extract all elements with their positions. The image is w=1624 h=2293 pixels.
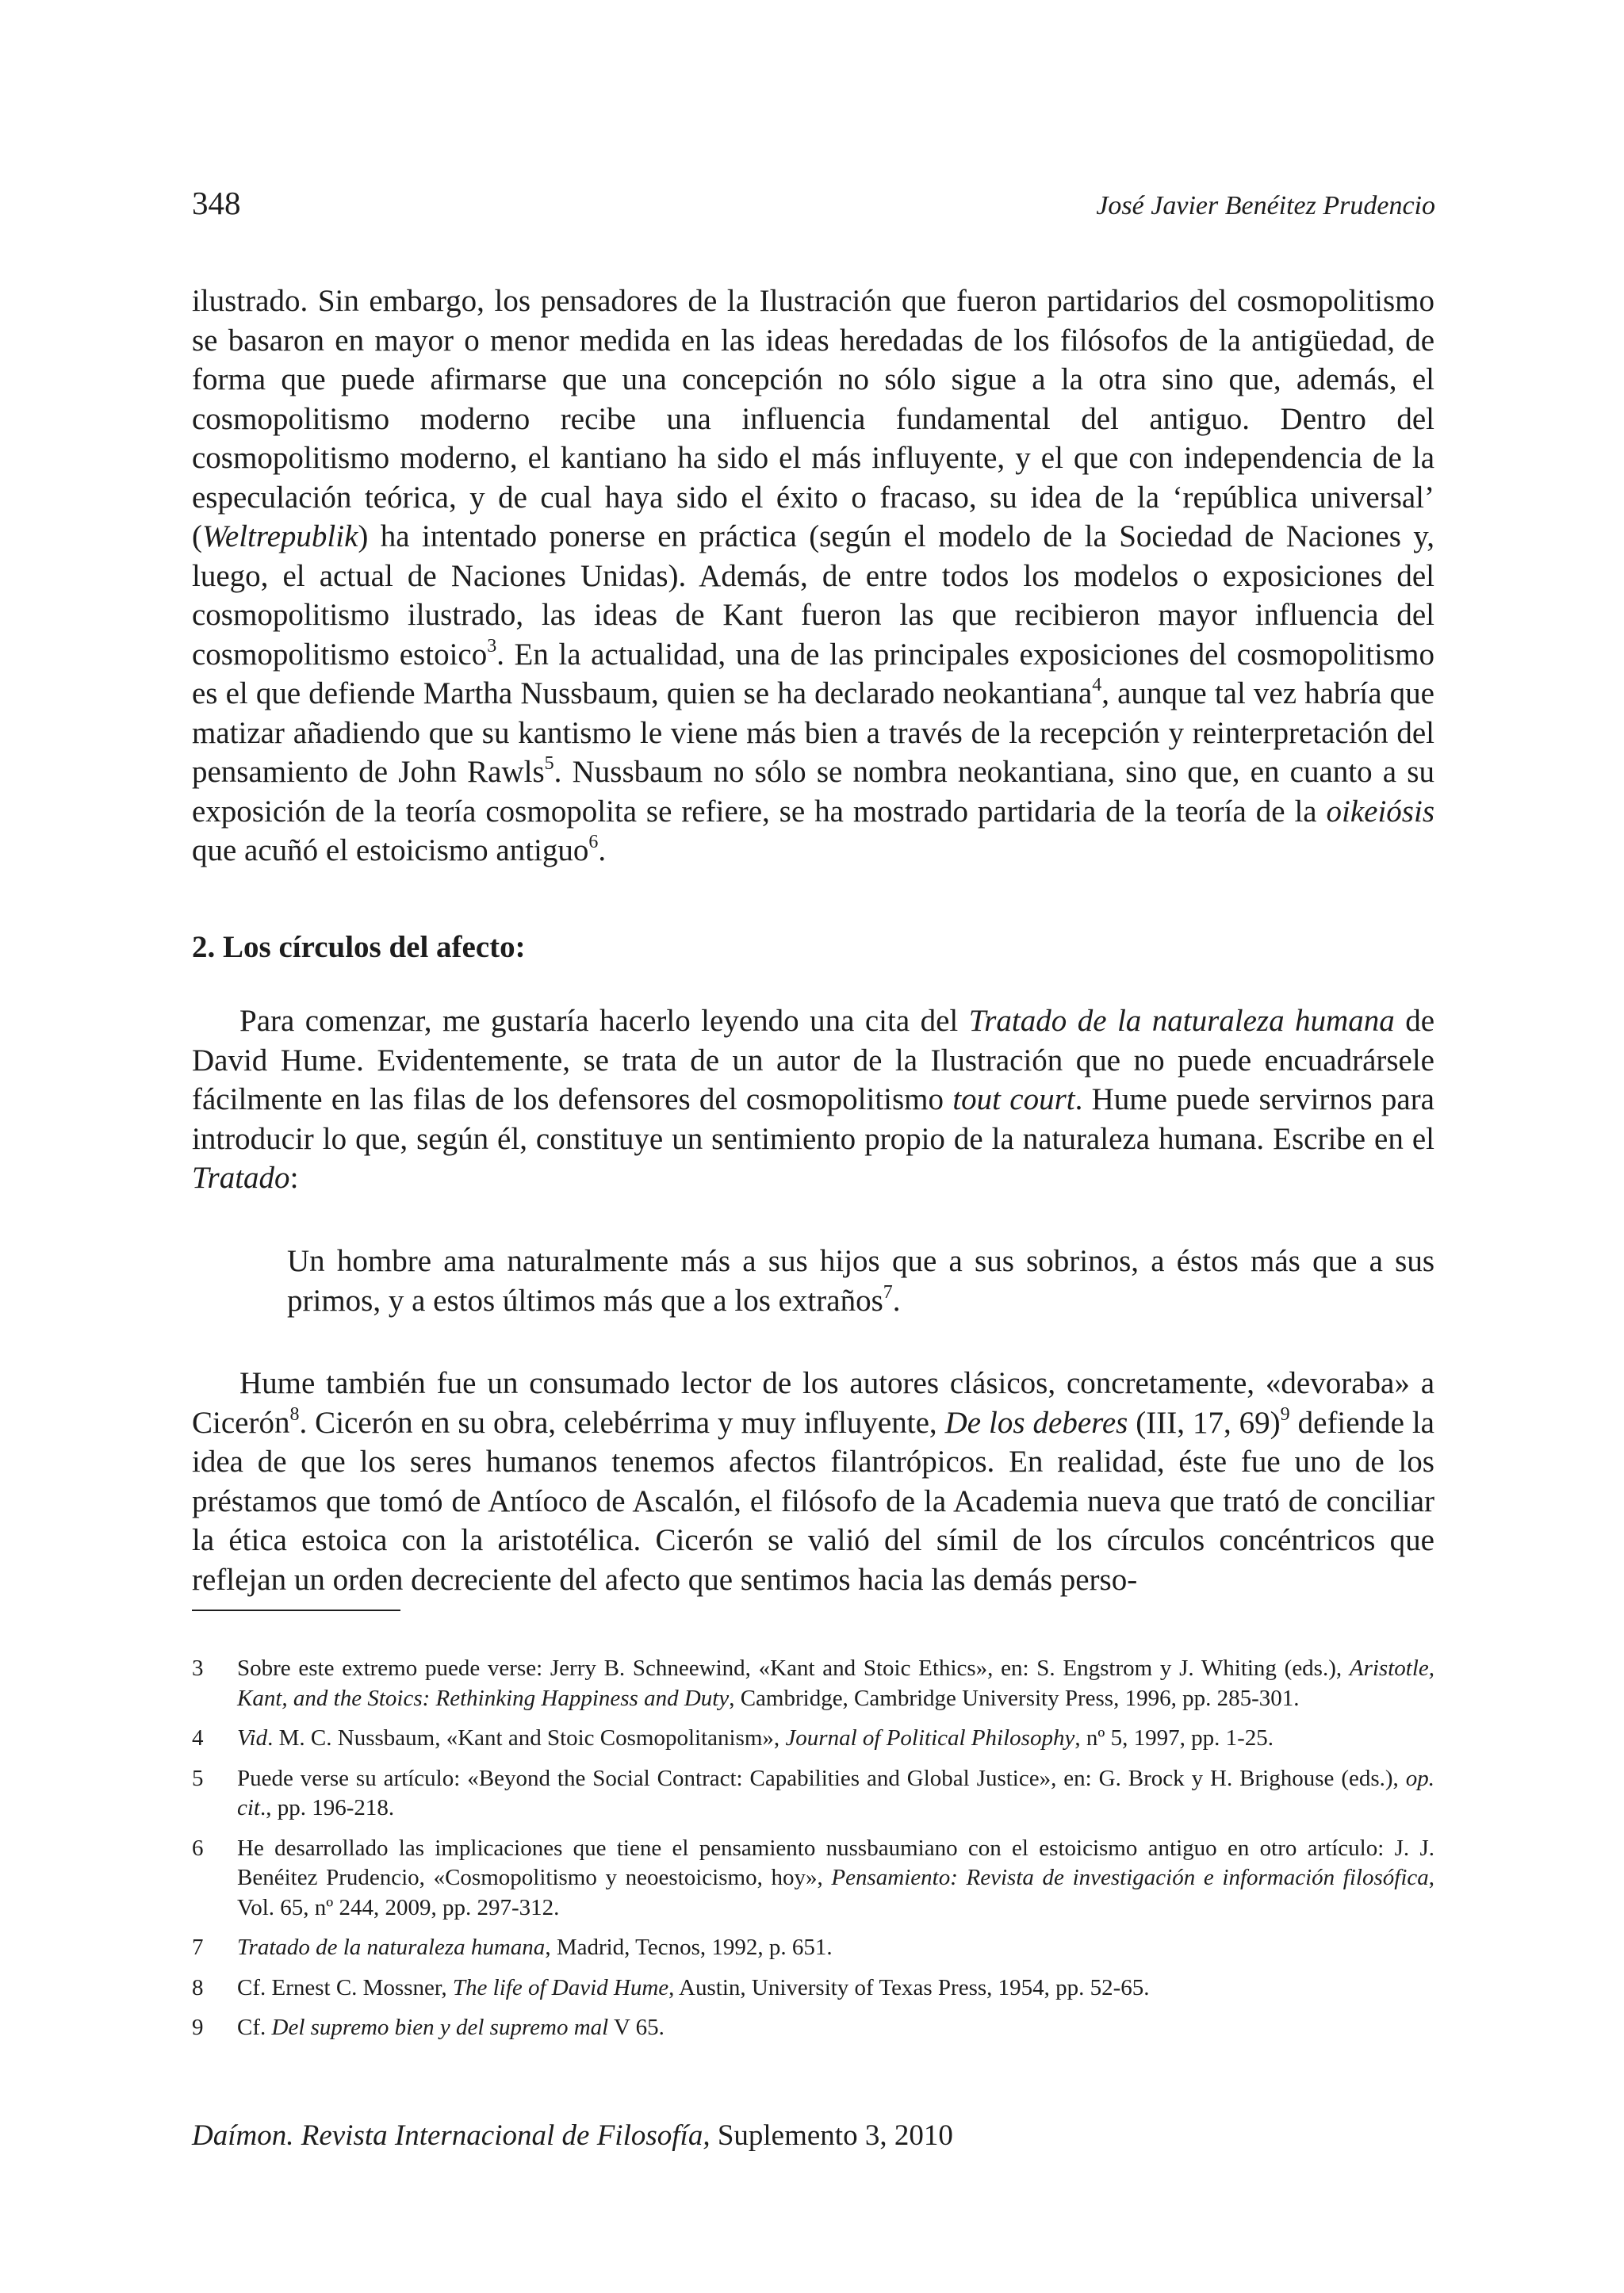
running-head-author: José Javier Benéitez Prudencio bbox=[1096, 191, 1435, 220]
footnote-9 bbox=[192, 2013, 1434, 2043]
body-paragraph-3 bbox=[192, 1364, 1434, 1599]
footnote-8 bbox=[192, 1973, 1434, 2004]
body-paragraph-2 bbox=[192, 1001, 1434, 1198]
footnote-number: 3 bbox=[192, 1656, 204, 1681]
footnote-ref-7[interactable]: 7 bbox=[883, 1281, 893, 1303]
page-header bbox=[192, 184, 1435, 232]
page-footer bbox=[192, 2119, 953, 2153]
footnote-number: 5 bbox=[192, 1765, 204, 1791]
paragraph-text: ilustrado. Sin embargo, los pensadores de la Ilustración que fueron partidarios del cosmopolitismo se basaron en mayor o menor medida en las ideas heredadas de los filósofos de la antigüedad, de forma que puede afirmarse que una concepción no sólo sigue a la otra sino que, además, el cosmopolitismo moderno recibe una influencia fundamental del antiguo. Dentro del cosmopolitismo moderno, el kantiano ha sido el más influyente, y el que con independencia de la especulación teórica, y de cual haya sido el éxito o fracaso, su idea de la ‘república universal’ (Weltrepublik) ha intentado ponerse en práctica (según el modelo de la Sociedad de Naciones y, luego, el actual de Naciones Unidas). Además, de entre todos los modelos o exposiciones del cosmopolitismo ilustrado, las ideas de Kant fueron las que recibieron mayor influencia del cosmopolitismo estoico$^3$. En la actualidad, una de las principales exposiciones del cosmopolitismo es el que defiende Martha Nussbaum, quien se ha declarado neokantiana$^4$, aunque tal vez habría que matizar añadiendo que su kantismo le viene más bien a través de la recepción y reinterpretación del pensamiento de John Rawls$^5$. Nussbaum no sólo se nombra neokantiana, sino que, en cuanto a su exposición de la teoría cosmopolita se refiere, se ha mostrado partidaria de la teoría de la oikeiósis que acuñó el estoicismo antiguo$^6$. bbox=[192, 284, 1434, 867]
page-number: 348 bbox=[192, 185, 241, 221]
footnote-text: Tratado de la naturaleza humana, Madrid, Tecnos, 1992, p. 651. bbox=[237, 1935, 833, 1960]
footnote-ref-4[interactable]: 4 bbox=[1092, 675, 1102, 695]
footnote-number: 6 bbox=[192, 1835, 204, 1861]
paragraph-text: Para comenzar, me gustaría hacerlo leyendo una cita del Tratado de la naturaleza humana de David Hume. Evidentemente, se trata de un autor de la Ilustración que no puede encuadrársele fácilmente en las filas de los defensores del cosmopolitismo tout court. Hume puede servirnos para introducir lo que, según él, constituye un sentimiento propio de la naturaleza humana. Escribe en el Tratado: bbox=[192, 1004, 1434, 1195]
footnote-text: He desarrollado las implicaciones que tiene el pensamiento nussbaumiano con el estoicismo antiguo en otro artículo: J. J. Benéitez Prudencio, «Cosmopolitismo y neoestoicismo, hoy», Pensamiento: Revista de investigación e información filosófica, Vol. 65, nº 244, 2009, pp. 297-312. bbox=[237, 1835, 1435, 1920]
footnote-text: Sobre este extremo puede verse: Jerry B. Schneewind, «Kant and Stoic Ethics», en: S. Engstrom y J. Whiting (eds.), Aristotle, Kant, and the Stoics: Rethinking Happiness and Duty, Cambridge, Cambridge University Press, 1996, pp. 285-301. bbox=[237, 1656, 1434, 1711]
footnote-text: Puede verse su artículo: «Beyond the Social Contract: Capabilities and Global Justice», en: G. Brock y H. Brighouse (eds.), op. cit., pp. 196-218. bbox=[237, 1765, 1434, 1820]
journal-issue: Suplemento 3, 2010 bbox=[710, 2119, 953, 2152]
footnote-ref-5[interactable]: 5 bbox=[544, 753, 554, 774]
footnote-text: Vid. M. C. Nussbaum, «Kant and Stoic Cosmopolitanism», Journal of Political Philosophy, nº 5, 1997, pp. 1-25. bbox=[237, 1725, 1274, 1751]
journal-title: Daímon. Revista Internacional de Filosofía, bbox=[192, 2119, 710, 2152]
footnote-5 bbox=[192, 1764, 1434, 1824]
footnote-number: 4 bbox=[192, 1725, 204, 1751]
footnote-ref-3[interactable]: 3 bbox=[487, 635, 497, 657]
footnote-number: 9 bbox=[192, 2015, 204, 2040]
footnote-4 bbox=[192, 1724, 1434, 1754]
footnotes bbox=[192, 1654, 1434, 2054]
footnote-number: 7 bbox=[192, 1935, 204, 1960]
footnote-separator bbox=[192, 1610, 400, 1611]
section-heading: 2. Los círculos del afecto: bbox=[192, 930, 526, 964]
body-paragraph-1 bbox=[192, 281, 1434, 871]
block-quote: Un hombre ama naturalmente más a sus hijos que a sus sobrinos, a éstos más que a sus primos, y a estos últimos más que a los extraños$^7$. bbox=[287, 1244, 1434, 1318]
footnote-text: Cf. Ernest C. Mossner, The life of David Hume, Austin, University of Texas Press, 1954, pp. 52-65. bbox=[237, 1974, 1150, 2000]
footnote-7 bbox=[192, 1933, 1434, 1963]
footnote-number: 8 bbox=[192, 1974, 204, 2000]
footnote-ref-6[interactable]: 6 bbox=[588, 832, 599, 852]
footnote-ref-9[interactable]: 9 bbox=[1280, 1403, 1290, 1425]
footnote-ref-8[interactable]: 8 bbox=[289, 1403, 300, 1425]
footnote-3 bbox=[192, 1654, 1434, 1713]
footnote-6 bbox=[192, 1834, 1434, 1924]
paragraph-text: Hume también fue un consumado lector de los autores clásicos, concretamente, «devoraba» a Cicerón$^8$. Cicerón en su obra, celebérrima y muy influyente, De los deberes (III, 17, 69)$^9$ defiende la idea de que los seres humanos tenemos afectos filantrópicos. En realidad, éste fue uno de los préstamos que tomó de Antíoco de Ascalón, el filósofo de la Academia nueva que trató de conciliar la ética estoica con la aristotélica. Cicerón se valió del símil de los círculos concéntricos que reflejan un orden decreciente del afecto que sentimos hacia las demás perso- bbox=[192, 1366, 1434, 1597]
footnote-text: Cf. Del supremo bien y del supremo mal V 65. bbox=[237, 2015, 665, 2040]
